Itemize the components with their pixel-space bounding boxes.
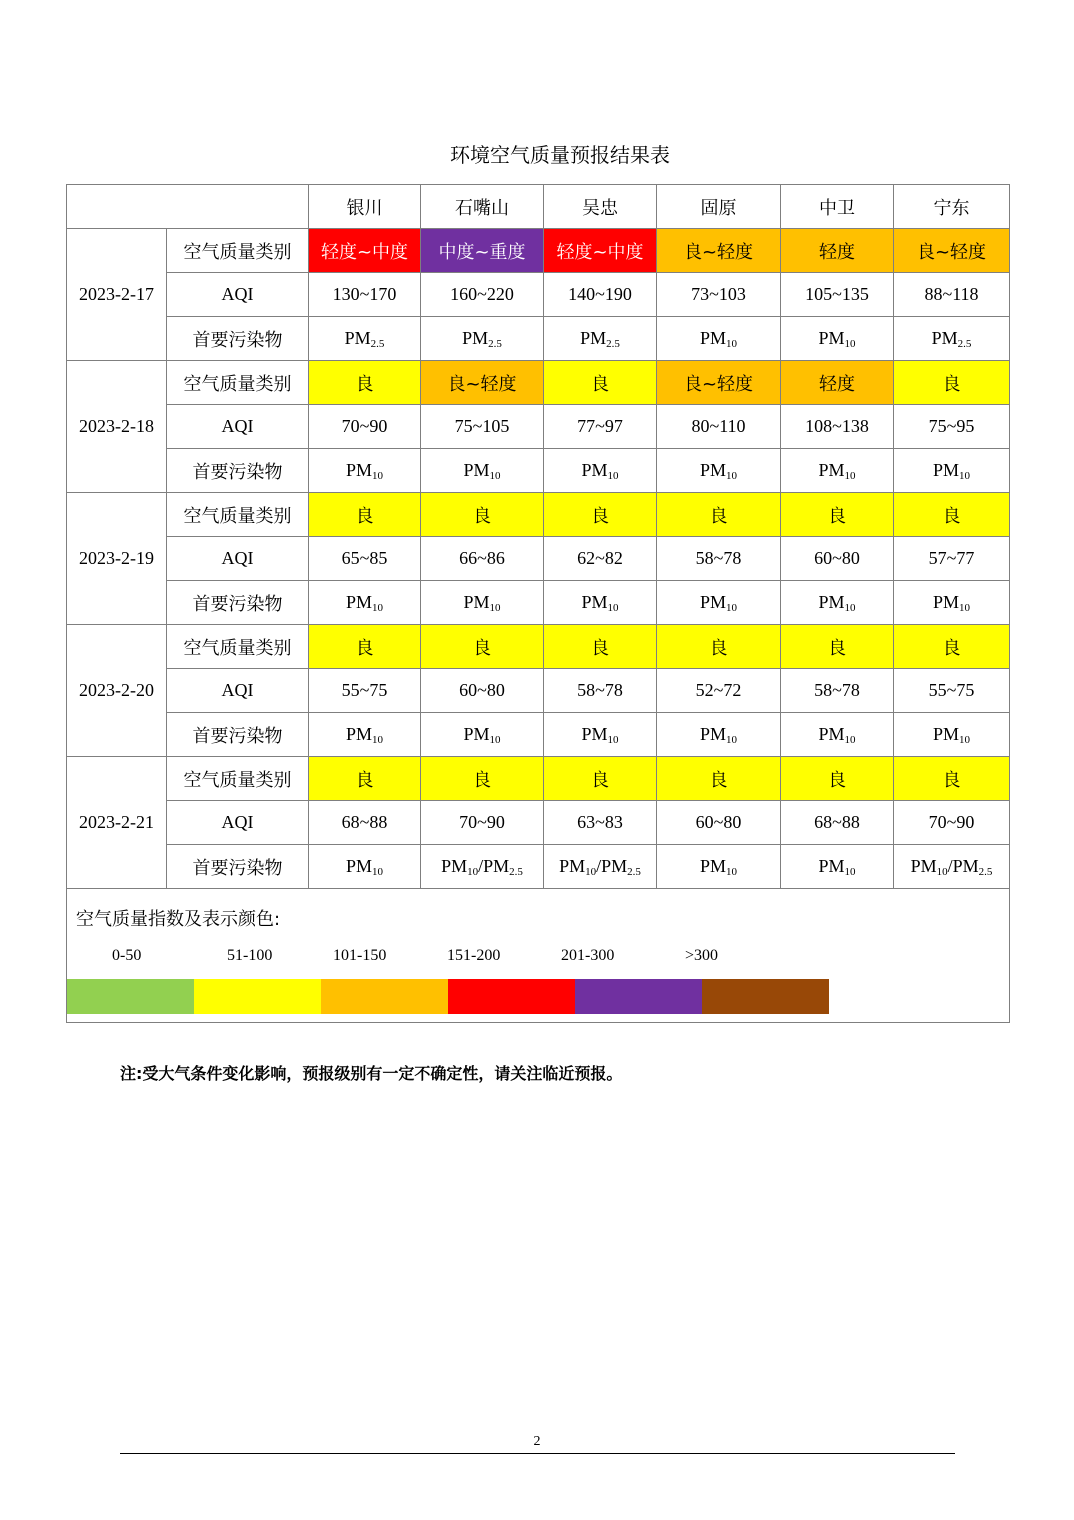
row-label-pollutant: 首要污染物 xyxy=(167,713,309,757)
aqi-cell: 160~220 xyxy=(421,273,544,317)
pollutant-subscript: 2.5 xyxy=(957,337,972,350)
city-header: 宁东 xyxy=(894,185,1010,229)
legend-range-label: >300 xyxy=(685,947,719,964)
category-cell: 良 xyxy=(544,757,657,801)
category-row xyxy=(67,625,1010,669)
pollutant-subscript: 10 xyxy=(607,733,619,746)
city-header: 中卫 xyxy=(781,185,894,229)
pollutant-cell xyxy=(421,713,544,757)
row-label-aqi: AQI xyxy=(167,405,309,449)
legend-color-swatch xyxy=(194,979,321,1014)
pollutant-subscript: 10 xyxy=(607,601,619,614)
pollutant-subscript: 10 xyxy=(372,733,383,746)
category-cell: 中度~重度 xyxy=(421,229,544,273)
aqi-cell: 73~103 xyxy=(657,273,781,317)
aqi-cell: 77~97 xyxy=(544,405,657,449)
aqi-cell: 68~88 xyxy=(309,801,421,845)
pollutant-cell xyxy=(309,581,421,625)
legend-color-swatch xyxy=(575,979,702,1014)
pollutant-subscript: 10 xyxy=(844,601,856,614)
corner-cell xyxy=(67,185,309,229)
pollutant-name: PM xyxy=(818,855,845,876)
row-label-pollutant: 首要污染物 xyxy=(167,581,309,625)
pollutant-name: PM xyxy=(931,327,958,348)
aqi-cell: 60~80 xyxy=(421,669,544,713)
category-cell: 良 xyxy=(309,757,421,801)
pollutant-name: PM xyxy=(463,591,490,612)
pollutant-name: PM xyxy=(818,723,845,744)
pollutant-name: PM xyxy=(818,591,845,612)
category-cell: 良 xyxy=(544,493,657,537)
date-cell: 2023-2-19 xyxy=(67,493,167,625)
aqi-cell: 75~105 xyxy=(421,405,544,449)
pollutant-subscript: 10 xyxy=(844,337,856,350)
pollutant-subscript: 10 xyxy=(844,469,856,482)
pollutant-subscript: 10 xyxy=(372,601,383,614)
pollutant-subscript: 10 xyxy=(726,601,737,614)
pollutant-cell xyxy=(421,449,544,493)
pollutant-name: PM xyxy=(932,459,959,480)
pollutant-subscript: 2.5 xyxy=(978,865,993,878)
category-cell: 良 xyxy=(657,493,781,537)
city-header: 固原 xyxy=(657,185,781,229)
aqi-cell: 52~72 xyxy=(657,669,781,713)
aqi-row xyxy=(67,537,1010,581)
category-row xyxy=(67,229,1010,273)
pollutant-subscript: 10 xyxy=(844,865,856,878)
category-row xyxy=(67,361,1010,405)
aqi-cell: 62~82 xyxy=(544,537,657,581)
pollutant-subscript: 10 xyxy=(936,865,948,878)
pollutant-name: PM xyxy=(344,327,371,348)
date-cell: 2023-2-17 xyxy=(67,229,167,361)
date-cell: 2023-2-21 xyxy=(67,757,167,889)
row-label-pollutant: 首要污染物 xyxy=(167,845,309,889)
row-label-category: 空气质量类别 xyxy=(167,229,309,273)
aqi-cell: 63~83 xyxy=(544,801,657,845)
pollutant-subscript: 2.5 xyxy=(370,337,385,350)
pollutant-subscript: 10 xyxy=(489,733,501,746)
row-label-aqi: AQI xyxy=(167,537,309,581)
category-cell: 轻度 xyxy=(781,361,894,405)
category-cell: 良~轻度 xyxy=(894,229,1010,273)
category-cell: 良 xyxy=(657,625,781,669)
aqi-cell: 66~86 xyxy=(421,537,544,581)
pollutant-name: PM xyxy=(932,723,959,744)
pollutant-name: PM xyxy=(699,855,726,876)
aqi-cell: 80~110 xyxy=(657,405,781,449)
pollutant-cell xyxy=(657,581,781,625)
footer-rule xyxy=(120,1453,955,1454)
pollutant-name: PM xyxy=(581,459,608,480)
pollutant-cell xyxy=(309,845,421,889)
row-label-pollutant: 首要污染物 xyxy=(167,449,309,493)
legend-range-label: 201-300 xyxy=(561,947,615,964)
aqi-cell: 58~78 xyxy=(657,537,781,581)
category-cell: 良 xyxy=(894,625,1010,669)
forecast-table xyxy=(66,184,1010,1023)
pollutant-row xyxy=(67,713,1010,757)
pollutant-name: PM xyxy=(580,327,607,348)
category-cell: 良 xyxy=(781,625,894,669)
pollutant-cell xyxy=(657,845,781,889)
aqi-color-legend xyxy=(67,889,1010,1023)
pollutant-cell xyxy=(544,713,657,757)
category-cell: 良 xyxy=(421,493,544,537)
pollutant-row xyxy=(67,581,1010,625)
legend-color-swatch xyxy=(321,979,448,1014)
pollutant-cell xyxy=(894,581,1010,625)
category-row xyxy=(67,493,1010,537)
aqi-cell: 58~78 xyxy=(544,669,657,713)
pollutant-subscript: 10 xyxy=(585,865,597,878)
pollutant-subscript: 10 xyxy=(372,865,383,878)
pollutant-name: PM xyxy=(441,855,468,876)
page-number: 2 xyxy=(533,1434,541,1449)
pollutant-subscript: 10 xyxy=(844,733,856,746)
pollutant-row xyxy=(67,317,1010,361)
city-header: 吴忠 xyxy=(544,185,657,229)
category-cell: 良 xyxy=(657,757,781,801)
aqi-cell: 70~90 xyxy=(309,405,421,449)
pollutant-cell xyxy=(544,581,657,625)
pollutant-subscript: 2.5 xyxy=(509,865,523,878)
pollutant-cell xyxy=(657,449,781,493)
legend-body xyxy=(67,889,1009,1022)
pollutant-cell xyxy=(894,317,1010,361)
category-cell: 良 xyxy=(421,757,544,801)
pollutant-name: PM xyxy=(345,723,372,744)
row-label-category: 空气质量类别 xyxy=(167,493,309,537)
pollutant-subscript: 10 xyxy=(467,865,479,878)
table-title: 环境空气质量预报结果表 xyxy=(450,143,670,167)
legend-title: 空气质量指数及表示颜色: xyxy=(76,909,281,930)
aqi-cell: 130~170 xyxy=(309,273,421,317)
row-label-aqi: AQI xyxy=(167,273,309,317)
category-cell: 良 xyxy=(894,493,1010,537)
date-cell: 2023-2-20 xyxy=(67,625,167,757)
category-cell: 良 xyxy=(421,625,544,669)
pollutant-name: PM xyxy=(699,723,726,744)
aqi-row xyxy=(67,405,1010,449)
aqi-cell: 55~75 xyxy=(894,669,1010,713)
aqi-cell: 60~80 xyxy=(781,537,894,581)
legend-range-label: 0-50 xyxy=(112,947,142,964)
legend-color-swatch xyxy=(448,979,575,1014)
pollutant-cell xyxy=(781,581,894,625)
pollutant-name: PM xyxy=(463,459,490,480)
pollutant-cell xyxy=(544,845,657,889)
pollutant-cell xyxy=(781,317,894,361)
category-cell: 轻度~中度 xyxy=(309,229,421,273)
pollutant-cell xyxy=(421,317,544,361)
pollutant-subscript: 2.5 xyxy=(488,337,502,350)
legend-range-label: 151-200 xyxy=(447,947,501,964)
row-label-category: 空气质量类别 xyxy=(167,625,309,669)
pollutant-cell xyxy=(657,317,781,361)
pollutant-cell xyxy=(309,317,421,361)
pollutant-cell xyxy=(544,317,657,361)
pollutant-name: PM xyxy=(818,327,845,348)
pollutant-cell xyxy=(894,845,1010,889)
pollutant-subscript: 2.5 xyxy=(606,337,620,350)
category-cell: 良 xyxy=(309,625,421,669)
pollutant-subscript: 10 xyxy=(489,469,501,482)
row-label-aqi: AQI xyxy=(167,669,309,713)
pollutant-cell xyxy=(309,713,421,757)
aqi-cell: 105~135 xyxy=(781,273,894,317)
aqi-cell: 75~95 xyxy=(894,405,1010,449)
category-cell: 良 xyxy=(309,361,421,405)
aqi-cell: 140~190 xyxy=(544,273,657,317)
aqi-cell: 68~88 xyxy=(781,801,894,845)
aqi-cell: 70~90 xyxy=(894,801,1010,845)
pollutant-name: /PM xyxy=(478,855,510,876)
pollutant-name: PM xyxy=(462,327,489,348)
aqi-cell: 60~80 xyxy=(657,801,781,845)
pollutant-cell xyxy=(894,449,1010,493)
category-cell: 良~轻度 xyxy=(421,361,544,405)
category-cell: 良~轻度 xyxy=(657,229,781,273)
category-cell: 良 xyxy=(894,757,1010,801)
aqi-cell: 65~85 xyxy=(309,537,421,581)
pollutant-subscript: 10 xyxy=(726,337,737,350)
pollutant-subscript: 10 xyxy=(959,601,970,614)
category-cell: 良~轻度 xyxy=(657,361,781,405)
pollutant-name: PM xyxy=(559,855,586,876)
pollutant-name: PM xyxy=(345,459,372,480)
pollutant-cell xyxy=(657,713,781,757)
pollutant-name: PM xyxy=(910,855,937,876)
pollutant-subscript: 10 xyxy=(726,469,737,482)
legend-row xyxy=(67,889,1010,1023)
pollutant-subscript: 10 xyxy=(372,469,383,482)
pollutant-subscript: 10 xyxy=(489,601,501,614)
city-header: 石嘴山 xyxy=(421,185,544,229)
legend-range-label: 101-150 xyxy=(333,947,387,964)
category-cell: 良 xyxy=(544,625,657,669)
pollutant-subscript: 10 xyxy=(726,733,737,746)
pollutant-subscript: 10 xyxy=(726,865,737,878)
category-cell: 良 xyxy=(894,361,1010,405)
legend-color-swatch xyxy=(702,979,829,1014)
pollutant-subscript: 10 xyxy=(959,733,970,746)
pollutant-name: PM xyxy=(932,591,959,612)
pollutant-row xyxy=(67,845,1010,889)
row-label-category: 空气质量类别 xyxy=(167,757,309,801)
aqi-cell: 57~77 xyxy=(894,537,1010,581)
aqi-cell: 70~90 xyxy=(421,801,544,845)
pollutant-name: PM xyxy=(581,723,608,744)
category-row xyxy=(67,757,1010,801)
pollutant-name: PM xyxy=(699,327,726,348)
pollutant-subscript: 2.5 xyxy=(627,865,641,878)
aqi-row xyxy=(67,669,1010,713)
pollutant-cell xyxy=(421,845,544,889)
legend-range-label: 51-100 xyxy=(227,947,273,964)
category-cell: 轻度 xyxy=(781,229,894,273)
category-cell: 良 xyxy=(309,493,421,537)
pollutant-name: PM xyxy=(463,723,490,744)
category-cell: 良 xyxy=(544,361,657,405)
pollutant-name: PM xyxy=(818,459,845,480)
aqi-cell: 88~118 xyxy=(894,273,1010,317)
pollutant-cell xyxy=(309,449,421,493)
pollutant-cell xyxy=(544,449,657,493)
pollutant-name: PM xyxy=(345,855,372,876)
aqi-row xyxy=(67,273,1010,317)
pollutant-name: /PM xyxy=(947,855,979,876)
pollutant-name: PM xyxy=(581,591,608,612)
forecast-note: 注:受大气条件变化影响，预报级别有一定不确定性，请关注临近预报。 xyxy=(120,1064,623,1083)
row-label-aqi: AQI xyxy=(167,801,309,845)
aqi-cell: 108~138 xyxy=(781,405,894,449)
legend-color-swatch xyxy=(67,979,194,1014)
pollutant-cell xyxy=(781,449,894,493)
pollutant-subscript: 10 xyxy=(607,469,619,482)
category-cell: 良 xyxy=(781,757,894,801)
category-cell: 良 xyxy=(781,493,894,537)
aqi-cell: 55~75 xyxy=(309,669,421,713)
date-cell: 2023-2-18 xyxy=(67,361,167,493)
pollutant-cell xyxy=(894,713,1010,757)
category-cell: 轻度~中度 xyxy=(544,229,657,273)
pollutant-cell xyxy=(421,581,544,625)
pollutant-cell xyxy=(781,845,894,889)
aqi-cell: 58~78 xyxy=(781,669,894,713)
pollutant-name: PM xyxy=(699,459,726,480)
pollutant-name: PM xyxy=(345,591,372,612)
pollutant-subscript: 10 xyxy=(959,469,970,482)
pollutant-name: /PM xyxy=(596,855,628,876)
row-label-category: 空气质量类别 xyxy=(167,361,309,405)
pollutant-row xyxy=(67,449,1010,493)
pollutant-name: PM xyxy=(699,591,726,612)
aqi-row xyxy=(67,801,1010,845)
city-header: 银川 xyxy=(309,185,421,229)
pollutant-cell xyxy=(781,713,894,757)
row-label-pollutant: 首要污染物 xyxy=(167,317,309,361)
header-row xyxy=(67,185,1010,229)
